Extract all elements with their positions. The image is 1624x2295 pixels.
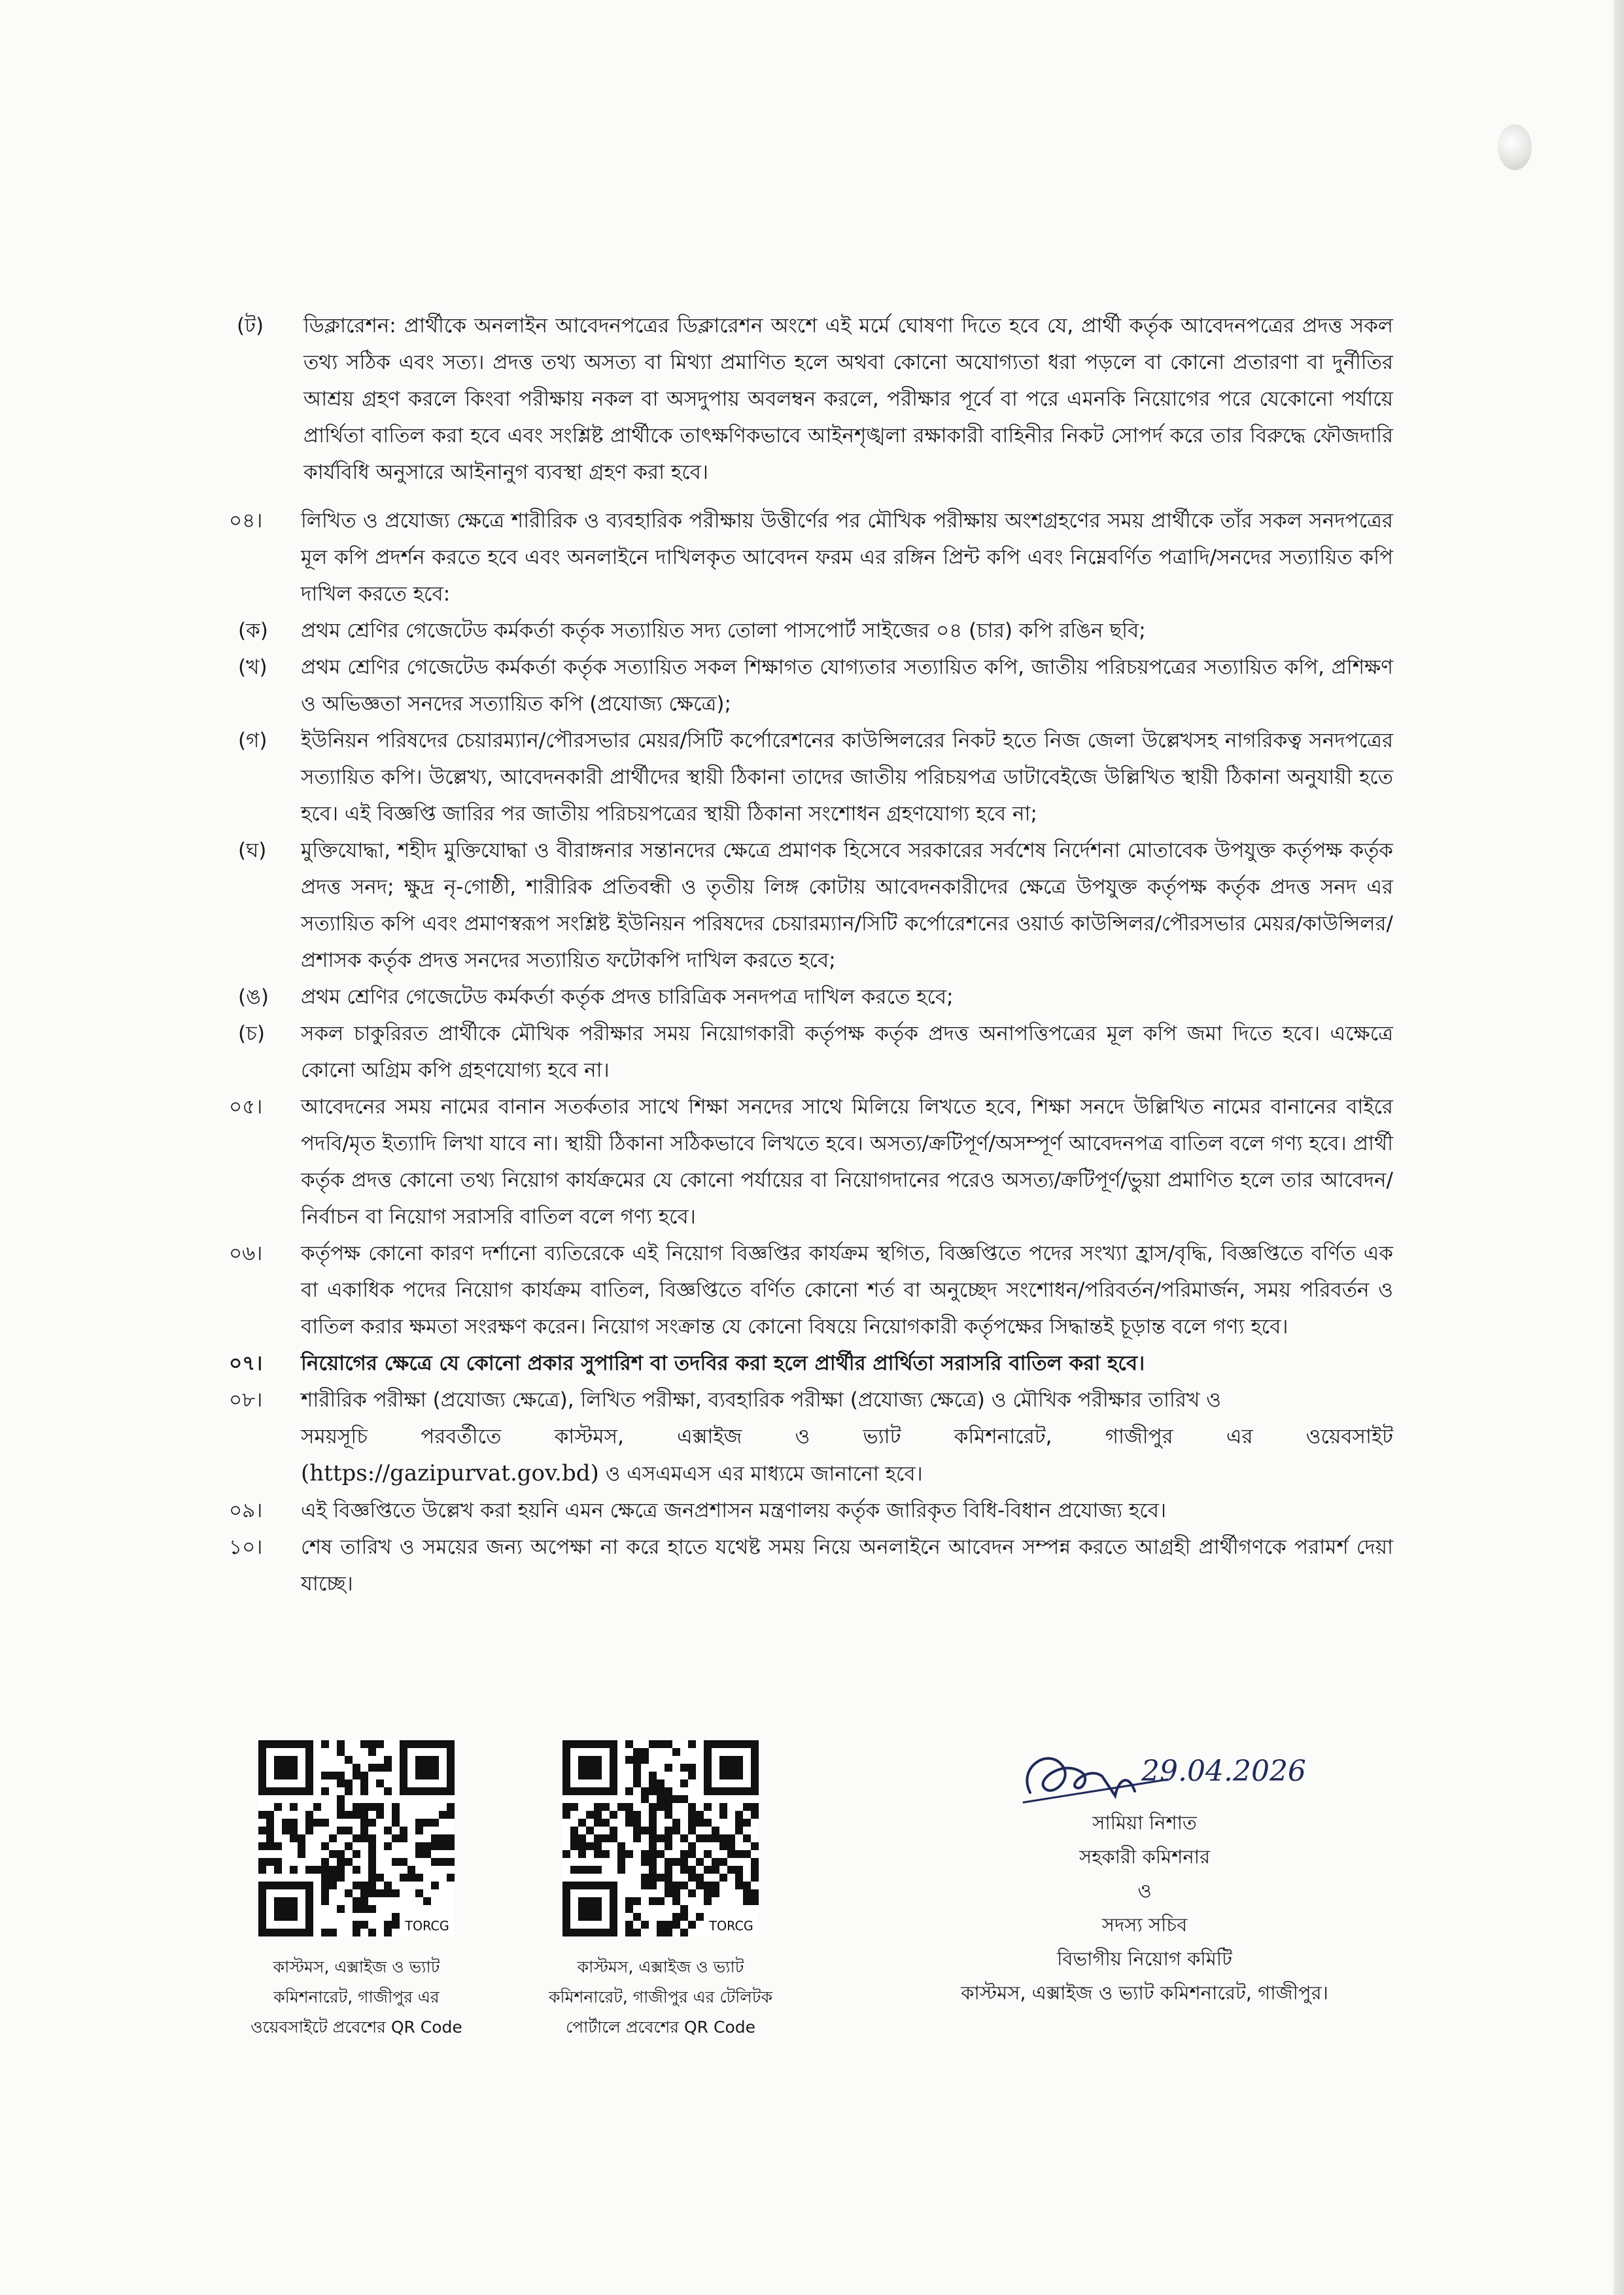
- item-marker: ০৯।: [229, 1499, 263, 1522]
- word: এর: [1226, 1425, 1253, 1448]
- qr-teletalk-block: [523, 1740, 798, 2042]
- item-text: এই বিজ্ঞপ্তিতে উল্লেখ করা হয়নি এমন ক্ষেত্রে জনপ্রশাসন মন্ত্রণালয় কর্তৃক জারিকৃত বিধি-বিধান প্রযোজ্য হবে।: [301, 1499, 1167, 1522]
- item-text: শেষ তারিখ ও সময়ের জন্য অপেক্ষা না করে হাতে যথেষ্ট সময় নিয়ে অনলাইনে আবেদন সম্পন্ন করতে আগ্রহী প্রার্থীগণকে পরামর্শ দেয়া যাচ্ছে।: [301, 1535, 1393, 1596]
- item-marker: (ঙ): [238, 985, 269, 1009]
- notice-body: [229, 307, 1393, 1602]
- signatory-committee: বিভাগীয় নিয়োগ কমিটি: [1057, 1948, 1232, 1970]
- signatory-name: সামিয়া নিশাত: [1092, 1812, 1197, 1834]
- page-edge-shadow: [1614, 0, 1624, 2295]
- item-text: ইউনিয়ন পরিষদের চেয়ারম্যান/পৌরসভার মেয়র/সিটি কর্পোরেশনের কাউন্সিলরের নিকট হতে নিজ জেলা উল্লেখসহ নাগরিকত্ব সনদপত্রের সত্যায়িত কপি। উল্লেখ্য, আবেদনকারী প্রার্থীদের স্থায়ী ঠিকানা তাদের জাতীয় পরিচয়পত্র ডাটাবেইজে উল্লিখিত স্থায়ী ঠিকানা অনুযায়ী হতে হবে। এই বিজ্ঞপ্তি জারির পর জাতীয় পরিচয়পত্রের স্থায়ী ঠিকানা সংশোধন গ্রহণযোগ্য হবে না;: [301, 729, 1393, 826]
- item-uma: [229, 979, 1393, 1015]
- item-marker: (ঘ): [238, 839, 267, 862]
- qr-code-icon[interactable]: [562, 1740, 759, 1936]
- item-gha: [229, 832, 1393, 979]
- item-05: [229, 1089, 1393, 1235]
- handwritten-signature-icon: [1004, 1740, 1306, 1812]
- qr-caption-line: কমিশনারেট, গাজীপুর এর: [273, 1988, 440, 2006]
- item-ca: [229, 1015, 1393, 1089]
- item-marker: (ট): [237, 314, 264, 338]
- website-url[interactable]: (https://gazipurvat.gov.bd): [301, 1460, 599, 1486]
- item-10: [229, 1529, 1393, 1602]
- item-ka: [229, 612, 1393, 649]
- qr-caption-line: কমিশনারেট, গাজীপুর এর টেলিটক: [549, 1988, 772, 2006]
- word: ওয়েবসাইট: [1305, 1425, 1393, 1448]
- qr-website-block: [219, 1740, 494, 2042]
- item-marker: (চ): [238, 1022, 265, 1045]
- item-text: আবেদনের সময় নামের বানান সতর্কতার সাথে শিক্ষা সনদের সাথে মিলিয়ে লিখতে হবে, শিক্ষা সনদে উল্লিখিত নামের বানানের বাইরে পদবি/মৃত ইত্যাদি লিখা যাবে না। স্থায়ী ঠিকানা সঠিকভাবে লিখতে হবে। অসত্য/ক্রটিপূর্ণ/অসম্পূর্ণ আবেদনপত্র বাতিল বলে গণ্য হবে। প্রার্থী কর্তৃক প্রদত্ত কোনো তথ্য নিয়োগ কার্যক্রমের যে কোনো পর্যায়ের বা নিয়োগদানের পরেও অসত্য/ক্রটিপূর্ণ/ভুয়া প্রমাণিত হলে তার আবেদন/নির্বাচন বা নিয়োগ সরাসরি বাতিল বলে গণ্য হবে।: [301, 1095, 1393, 1229]
- item-ga: [229, 722, 1393, 832]
- item-text: সকল চাকুরিরত প্রার্থীকে মৌখিক পরীক্ষার সময় নিয়োগকারী কর্তৃপক্ষ কর্তৃক প্রদত্ত অনাপত্তিপত্রের মূল কপি জমা দিতে হবে। এক্ষেত্রে কোনো অগ্রিম কপি গ্রহণযোগ্য হবে না।: [301, 1022, 1393, 1082]
- item-text: প্রার্থীকে অনলাইন আবেদনপত্রের ডিক্লারেশন অংশে এই মর্মে ঘোষণা দিতে হবে যে, প্রার্থী কর্তৃক আবেদনপত্রের প্রদত্ত সকল তথ্য সঠিক এবং সত্য। প্রদত্ত তথ্য অসত্য বা মিথ্যা প্রমাণিত হলে অথবা কোনো অযোগ্যতা ধরা পড়লে বা কোনো প্রতারণা বা দুর্নীতির আশ্রয় গ্রহণ করলে কিংবা পরীক্ষায় নকল বা অসদুপায় অবলম্বন করলে, পরীক্ষার পূর্বে বা পরে এমনকি নিয়োগের পরে যেকোনো পর্যায়ে প্রার্থিতা বাতিল করা হবে এবং সংশ্লিষ্ট প্রার্থীকে তাৎক্ষণিকভাবে আইনশৃঙ্খলা রক্ষাকারী বাহিনীর নিকট সোপর্দ করে তার বিরুদ্ধে ফৌজদারি কার্যবিধি অনুসারে আইনানুগ ব্যবস্থা গ্রহণ করা হবে।: [303, 314, 1394, 484]
- item-text: মুক্তিযোদ্ধা, শহীদ মুক্তিযোদ্ধা ও বীরাঙ্গনার সন্তানদের ক্ষেত্রে প্রমাণক হিসেবে সরকারের সর্বশেষ নির্দেশনা মোতাবেক উপযুক্ত কর্তৃপক্ষ কর্তৃক প্রদত্ত সনদ; ক্ষুদ্র নৃ-গোষ্ঠী, শারীরিক প্রতিবন্ধী ও তৃতীয় লিঙ্গ কোটায় আবেদনকারীদের ক্ষেত্রে উপযুক্ত কর্তৃপক্ষ কর্তৃক প্রদত্ত সনদ এর সত্যায়িত কপি এবং প্রমাণস্বরূপ সংশ্লিষ্ট ইউনিয়ন পরিষদের চেয়ারম্যান/সিটি কর্পোরেশনের ওয়ার্ড কাউন্সিলর/পৌরসভার মেয়র/কাউন্সিলর/প্রশাসক কর্তৃক প্রদত্ত সনদের সত্যায়িত ফটোকপি দাখিল করতে হবে;: [301, 839, 1393, 972]
- signatory-office: কাস্টমস, এক্সাইজ ও ভ্যাট কমিশনারেট, গাজীপুর।: [961, 1982, 1328, 2004]
- item-text: প্রথম শ্রেণির গেজেটেড কর্মকর্তা কর্তৃক প্রদত্ত চারিত্রিক সনদপত্র দাখিল করতে হবে;: [301, 985, 954, 1009]
- item-marker: ০৭।: [229, 1352, 263, 1375]
- item-marker: (খ): [238, 656, 268, 679]
- item-kha: [229, 649, 1393, 722]
- item-text: নিয়োগের ক্ষেত্রে যে কোনো প্রকার সুপারিশ বা তদবির করা হলে প্রার্থীর প্রার্থিতা সরাসরি বাতিল করা হবে।: [301, 1352, 1145, 1375]
- item-07: [229, 1345, 1393, 1382]
- word: গাজীপুর: [1105, 1425, 1173, 1448]
- item-text: লিখিত ও প্রযোজ্য ক্ষেত্রে শারীরিক ও ব্যবহারিক পরীক্ষায় উত্তীর্ণের পর মৌখিক পরীক্ষায় অংশগ্রহণের সময় প্রার্থীকে তাঁর সকল সনদপত্রের মূল কপি প্রদর্শন করতে হবে এবং অনলাইনে দাখিলকৃত আবেদন ফরম এর রঙ্গিন প্রিন্ট কপি এবং নিম্নেবর্ণিত পত্রাদি/সনদের সত্যায়িত কপি দাখিল করতে হবে:: [301, 509, 1393, 606]
- item-marker: ০৬।: [229, 1242, 263, 1265]
- word: সময়সূচি: [301, 1425, 368, 1448]
- item-text: কর্তৃপক্ষ কোনো কারণ দর্শানো ব্যতিরেকে এই নিয়োগ বিজ্ঞপ্তির কার্যক্রম স্থগিত, বিজ্ঞপ্তিতে পদের সংখ্যা হ্রাস/বৃদ্ধি, বিজ্ঞপ্তিতে বর্ণিত এক বা একাধিক পদের নিয়োগ কার্যক্রম বাতিল, বিজ্ঞপ্তিতে বর্ণিত কোনো শর্ত বা অনুচ্ছেদ সংশোধন/পরিবর্তন/পরিমার্জন, সময় পরিবর্তন ও বাতিল করার ক্ষমতা সংরক্ষণ করেন। নিয়োগ সংক্রান্ত যে কোনো বিষয়ে নিয়োগকারী কর্তৃপক্ষের সিদ্ধান্তই চূড়ান্ত বলে গণ্য হবে।: [301, 1242, 1393, 1339]
- item-marker: ০৮।: [229, 1388, 263, 1412]
- signature-date: 29.04.2026: [1141, 1755, 1306, 1788]
- word: কাস্টমস,: [554, 1425, 624, 1448]
- item-06: [229, 1235, 1393, 1345]
- word: এক্সাইজ: [677, 1425, 742, 1448]
- item-text: প্রথম শ্রেণির গেজেটেড কর্মকর্তা কর্তৃক সত্যায়িত সদ্য তোলা পাসপোর্ট সাইজের ০৪ (চার) কপি রঙিন ছবি;: [301, 619, 1146, 642]
- word: ভ্যাট: [863, 1425, 901, 1448]
- signatory-role: সদস্য সচিব: [1101, 1914, 1188, 1936]
- qr-caption-line: কাস্টমস, এক্সাইজ ও ভ্যাট: [577, 1957, 744, 1976]
- signature-block: [883, 1740, 1406, 2010]
- item-04: [229, 502, 1393, 612]
- punch-hole: [1498, 124, 1532, 170]
- item-marker: ০৫।: [229, 1095, 263, 1119]
- qr-code-icon[interactable]: [258, 1740, 455, 1936]
- signatory-conjunction: ও: [1137, 1880, 1152, 1902]
- qr-caption-line: পোর্টালে প্রবেশের QR Code: [565, 2018, 755, 2037]
- item-marker: ১০।: [229, 1535, 263, 1559]
- word: পরবর্তীতে: [421, 1425, 502, 1448]
- item-marker: (গ): [238, 729, 268, 752]
- word: কমিশনারেট,: [954, 1425, 1052, 1448]
- qr-caption-line: ওয়েবসাইটে প্রবেশের QR Code: [251, 2018, 462, 2037]
- qr-caption-line: কাস্টমস, এক্সাইজ ও ভ্যাট: [273, 1957, 440, 1976]
- item-09: [229, 1492, 1393, 1529]
- item-08: [229, 1382, 1393, 1492]
- qr-brand-label: TORCG: [405, 1918, 449, 1934]
- item-text: প্রথম শ্রেণির গেজেটেড কর্মকর্তা কর্তৃক সত্যায়িত সকল শিক্ষাগত যোগ্যতার সত্যায়িত কপি, জাতীয় পরিচয়পত্রের সত্যায়িত কপি, প্রশিক্ষণ ও অভিজ্ঞতা সনদের সত্যায়িত কপি (প্রযোজ্য ক্ষেত্রে);: [301, 656, 1393, 716]
- word: ও: [795, 1425, 810, 1448]
- item-text-rest: ও এসএমএস এর মাধ্যমে জানানো হবে।: [598, 1462, 923, 1486]
- signatory-designation: সহকারী কমিশনার: [1079, 1846, 1211, 1868]
- item-label: ডিক্লারেশন:: [303, 314, 396, 338]
- item-text-line2: [301, 1418, 1393, 1455]
- item-ta: [238, 307, 1393, 491]
- item-text-line1: শারীরিক পরীক্ষা (প্রযোজ্য ক্ষেত্রে), লিখিত পরীক্ষা, ব্যবহারিক পরীক্ষা (প্রযোজ্য ক্ষেত্রে) ও মৌখিক পরীক্ষার তারিখ ও: [301, 1388, 1221, 1412]
- item-text-line3: [301, 1455, 1393, 1492]
- qr-brand-label: TORCG: [709, 1918, 753, 1934]
- item-marker: ০৪।: [229, 509, 263, 533]
- item-marker: (ক): [238, 619, 268, 642]
